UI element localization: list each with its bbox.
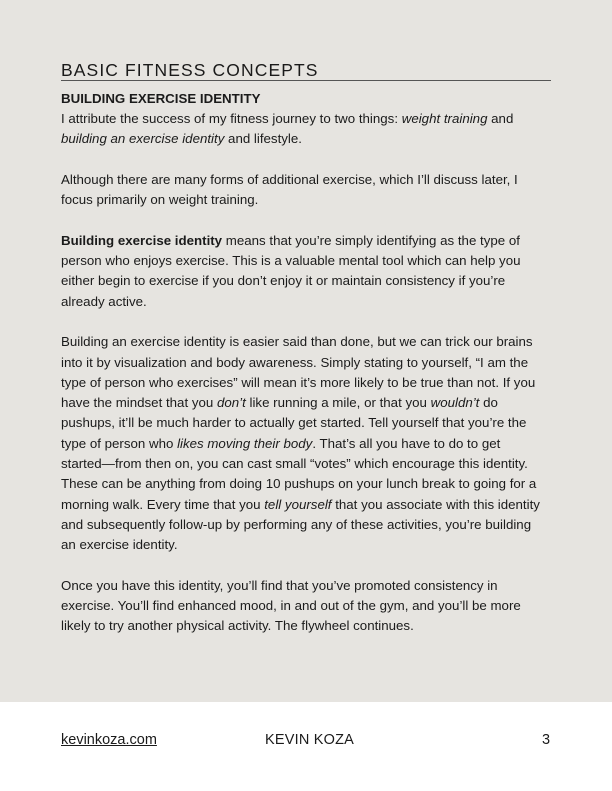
p4-emphasis-dont: don’t — [216, 395, 246, 411]
page-title: BASIC FITNESS CONCEPTS — [61, 60, 319, 80]
p4-text-i: that you associate with this identity and subsequently follow-up by performing any of these activities, you’re building an exercise identity. — [61, 496, 540, 553]
p1-emphasis-exercise-identity: building an exercise identity — [61, 131, 225, 147]
paragraph-3 — [61, 231, 541, 312]
p4-text-a: Building an exercise identity is easier said than done, but we can trick our brains into it by visualization and body awareness. Simply stating to yourself, “I am the type of person who exercises” will mean it’s more likely to be true than not. If you have the mindset that you — [61, 334, 536, 411]
p3-text: means that you’re simply identifying as the type of person who enjoys exercise. This is a valuable mental tool which can help you either begin to exercise if you don’t enjoy it or maintain consistency if you’re already active. — [61, 232, 521, 309]
p1-text-c: and — [487, 111, 514, 126]
paragraph-1 — [61, 109, 541, 150]
p3-bold-term: Building exercise identity — [61, 232, 223, 248]
p4-emphasis-tell-yourself: tell yourself — [264, 496, 332, 512]
p4-text-g: . That’s all you have to do to get started—from then on, you can cast small “votes” which encourage this identity. These can be anything from doing 10 pushups on your lunch break to going for a morning walk. Every time that you — [61, 435, 537, 512]
page-footer — [0, 702, 612, 791]
website-link[interactable]: kevinkoza.com — [61, 732, 157, 748]
article-body — [61, 89, 541, 657]
footer-author: KEVIN KOZA — [265, 732, 355, 748]
p1-text-e: and lifestyle. — [224, 131, 302, 147]
page-header — [61, 60, 551, 81]
p4-emphasis-likes-moving: likes moving their body — [177, 435, 313, 451]
paragraph-5: Once you have this identity, you’ll find that you’ve promoted consistency in exercise. You’ll find enhanced mood, in and out of the gym, and you’ll be more likely to try another physical activity. The flywheel continues. — [61, 577, 521, 634]
paragraph-4 — [61, 332, 541, 555]
paragraph-2: Although there are many forms of additional exercise, which I’ll discuss later, I focus primarily on weight training. — [61, 171, 518, 208]
section-subheading: BUILDING EXERCISE IDENTITY — [61, 91, 261, 106]
title-rule — [61, 80, 551, 81]
p4-text-e: do pushups, it’ll be much harder to actually get started. Tell yourself that you’re the type of person who — [61, 395, 527, 451]
page-number: 3 — [542, 732, 551, 748]
p1-text-a: I attribute the success of my fitness journey to two things: — [61, 111, 402, 126]
p1-emphasis-weight-training: weight training — [401, 111, 488, 126]
p4-text-c: like running a mile, or that you — [245, 395, 431, 411]
p4-emphasis-wouldnt: wouldn’t — [430, 395, 480, 411]
